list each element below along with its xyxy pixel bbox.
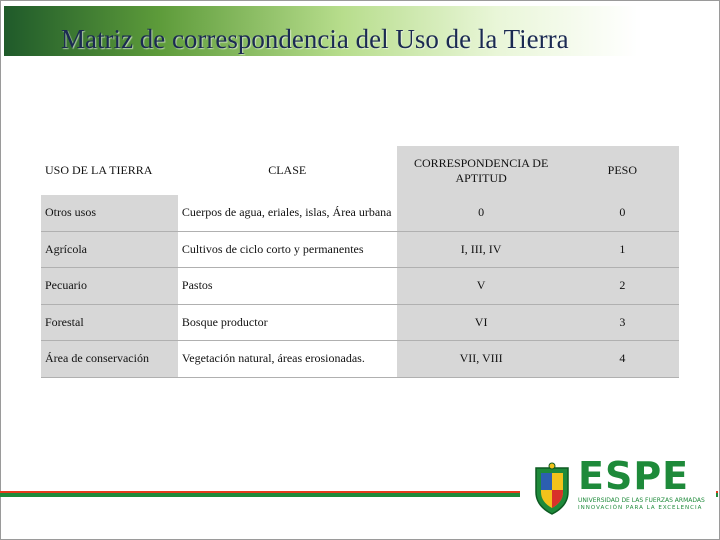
cell-peso: 0	[566, 195, 679, 231]
correspondence-table	[41, 146, 679, 378]
logo-subtitle: UNIVERSIDAD DE LAS FUERZAS ARMADAS	[578, 497, 705, 504]
title-bar	[4, 6, 708, 56]
header-peso: PESO	[566, 146, 679, 195]
table-row	[41, 268, 679, 305]
table-row	[41, 341, 679, 378]
cell-peso: 3	[566, 304, 679, 341]
cell-clase: Cultivos de ciclo corto y permanentes	[178, 231, 397, 268]
cell-uso: Pecuario	[41, 268, 178, 305]
cell-uso: Área de conservación	[41, 341, 178, 378]
cell-aptitud: I, III, IV	[397, 231, 566, 268]
cell-aptitud: 0	[397, 195, 566, 231]
table-row	[41, 304, 679, 341]
cell-uso: Agrícola	[41, 231, 178, 268]
table-header-row	[41, 146, 679, 195]
cell-uso: Forestal	[41, 304, 178, 341]
cell-clase: Bosque productor	[178, 304, 397, 341]
table-row	[41, 231, 679, 268]
logo-tagline: INNOVACIÓN PARA LA EXCELENCIA	[578, 505, 703, 511]
university-crest-icon	[532, 462, 572, 516]
espe-logo	[520, 454, 716, 520]
cell-aptitud: VII, VIII	[397, 341, 566, 378]
cell-aptitud: V	[397, 268, 566, 305]
table-row	[41, 195, 679, 231]
cell-clase: Vegetación natural, áreas erosionadas.	[178, 341, 397, 378]
cell-clase: Pastos	[178, 268, 397, 305]
cell-peso: 4	[566, 341, 679, 378]
header-clase: CLASE	[268, 163, 307, 177]
header-aptitud: CORRESPONDENCIA DE APTITUD	[397, 146, 566, 195]
cell-peso: 1	[566, 231, 679, 268]
logo-wordmark: ESPE	[578, 454, 690, 498]
cell-peso: 2	[566, 268, 679, 305]
slide-title: Matriz de correspondencia del Uso de la Tierra	[61, 24, 569, 54]
cell-clase: Cuerpos de agua, eriales, islas, Área urbana	[178, 195, 397, 231]
cell-uso: Otros usos	[41, 195, 178, 231]
header-uso: USO DE LA TIERRA	[45, 163, 153, 177]
cell-aptitud: VI	[397, 304, 566, 341]
